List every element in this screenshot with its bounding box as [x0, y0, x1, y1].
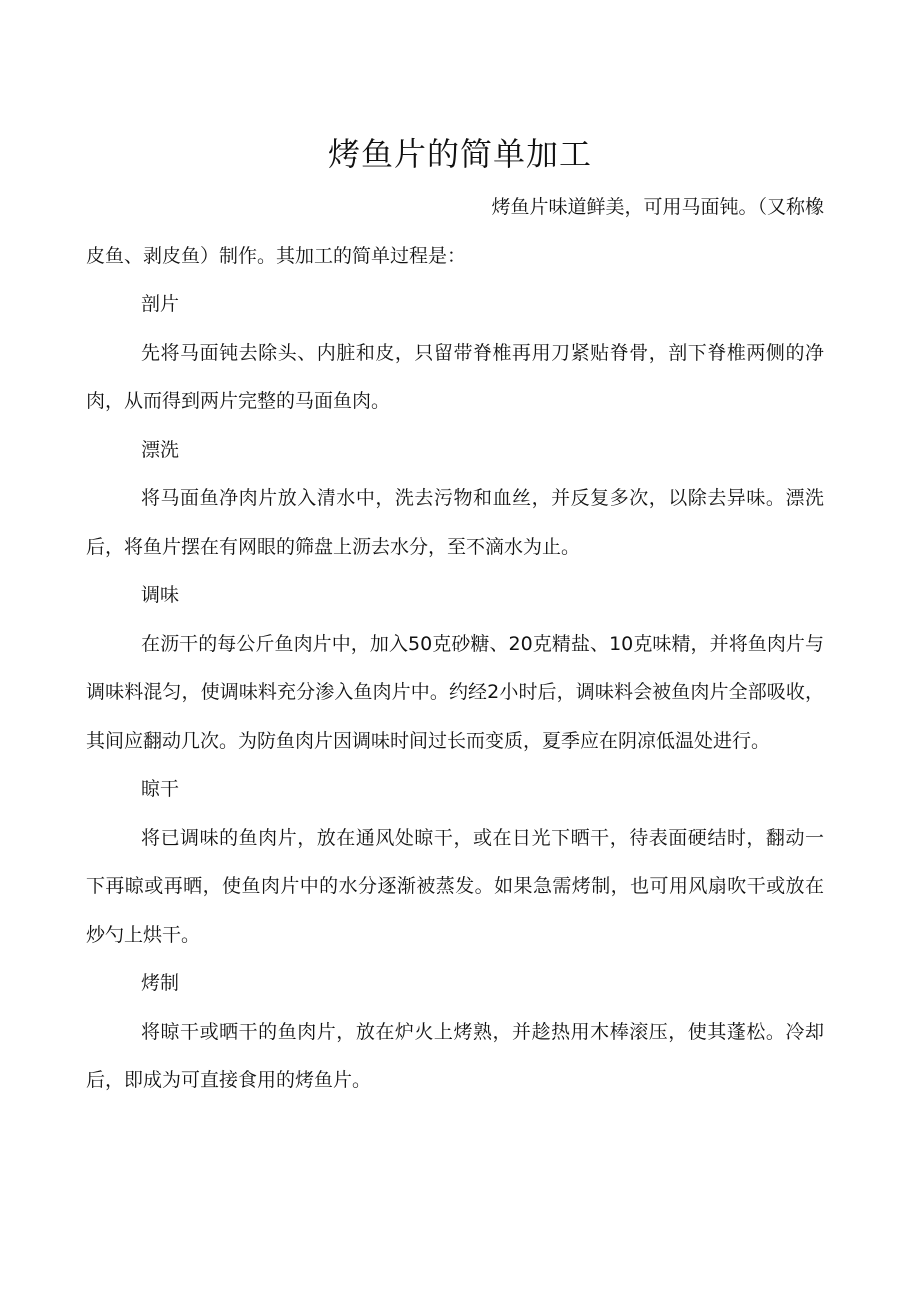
document-title: 烤鱼片的简单加工: [327, 135, 592, 173]
intro-line-2: 皮鱼、剥皮鱼）制作。其加工的简单过程是：: [86, 244, 467, 267]
section-text-cutting: 先将马面钝去除头、内脏和皮，只留带脊椎再用刀紧贴脊骨，剖下脊椎两侧的净肉，从而得到两片完整的马面鱼肉。: [86, 341, 824, 412]
section-heading-drying: 晾干: [141, 778, 180, 800]
section-heading-rinsing: 漂洗: [141, 438, 180, 461]
section-text-roasting: 将晾干或晒干的鱼肉片，放在炉火上烤熟，并趁热用木棒滚压，使其蓬松。冷却后，即成为可直接食用的烤鱼片。: [86, 1020, 824, 1091]
section-heading-seasoning: 调味: [141, 584, 180, 606]
intro-line-1: 烤鱼片味道鲜美，可用马面钝。（又称橡: [491, 196, 824, 218]
section-text-seasoning: 在沥干的每公斤鱼肉片中，加入50克砂糖、20克精盐、10克味精，并将鱼肉片与调味料混匀，使调味料充分渗入鱼肉片中。约经2小时后，调味料会被鱼肉片全部吸收，其间应翻动几次。为防鱼肉片因调味时间过长而变质，夏季应在阴凉低温处进行。: [86, 632, 824, 752]
section-text-rinsing: 将马面鱼净肉片放入清水中，洗去污物和血丝，并反复多次，以除去异味。漂洗后，将鱼片摆在有网眼的筛盘上沥去水分，至不滴水为止。: [86, 487, 824, 558]
section-heading-cutting: 剖片: [141, 293, 180, 315]
document-body: [86, 183, 824, 1105]
section-heading-roasting: 烤制: [141, 972, 180, 994]
section-text-drying: 将已调味的鱼肉片，放在通风处晾干，或在日光下晒干，待表面硬结时，翻动一下再晾或再晒，使鱼肉片中的水分逐渐被蒸发。如果急需烤制，也可用风扇吹干或放在炒勺上烘干。: [86, 826, 824, 946]
